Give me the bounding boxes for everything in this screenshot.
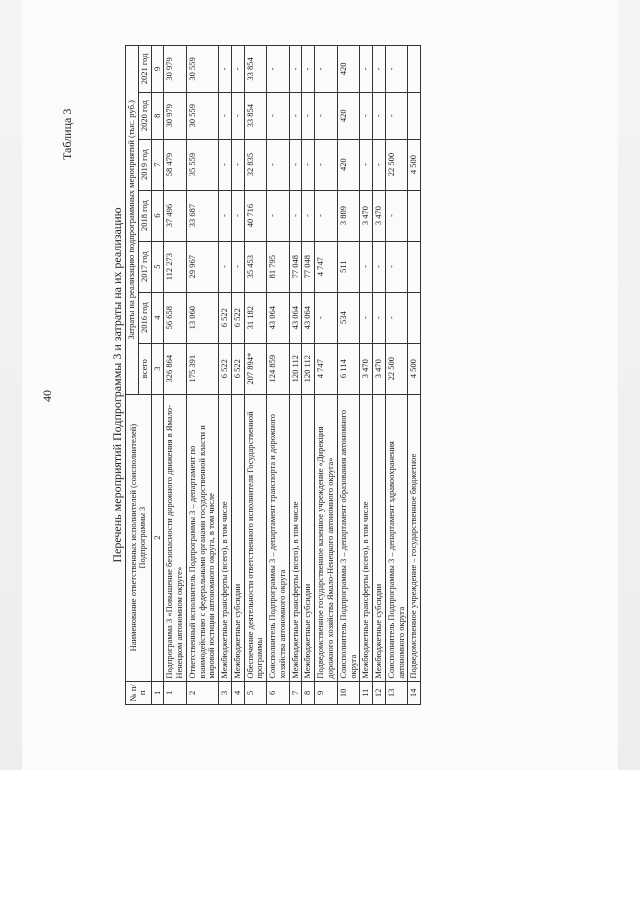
value-cell: 77 048 <box>289 241 302 292</box>
value-cell: 420 <box>337 139 360 190</box>
value-cell: 3 470 <box>360 343 373 394</box>
value-cell: - <box>315 190 338 241</box>
header-year-2017: 2017 год <box>138 241 151 292</box>
value-cell: 31 182 <box>244 292 267 343</box>
value-cell: - <box>231 139 244 190</box>
row-number: 8 <box>302 681 315 704</box>
table-body <box>164 46 421 705</box>
row-number: 11 <box>360 681 373 704</box>
value-cell: 29 967 <box>186 241 218 292</box>
value-cell: - <box>385 241 408 292</box>
table-row <box>337 46 360 705</box>
header-year-2018: 2018 год <box>138 190 151 241</box>
value-cell: 40 716 <box>244 190 267 241</box>
value-cell: - <box>219 241 232 292</box>
value-cell: 326 864 <box>164 343 187 394</box>
value-cell <box>408 241 421 292</box>
row-name: Межбюджетные трансферты (всего), в том числе <box>219 394 232 681</box>
value-cell: 33 687 <box>186 190 218 241</box>
row-name: Соисполнитель Подпрограммы 3 – департамент образования автономного округа <box>337 394 360 681</box>
value-cell: 32 835 <box>244 139 267 190</box>
page-title: Перечень мероприятий Подпрограммы 3 и затраты на их реализацию <box>110 207 124 563</box>
index-cell: 4 <box>151 292 164 343</box>
value-cell: - <box>219 190 232 241</box>
index-cell: 7 <box>151 139 164 190</box>
value-cell: 35 559 <box>186 139 218 190</box>
value-cell: 6 114 <box>337 343 360 394</box>
value-cell: - <box>385 46 408 93</box>
value-cell: - <box>373 241 386 292</box>
value-cell: 58 479 <box>164 139 187 190</box>
row-number: 6 <box>267 681 290 704</box>
value-cell: 30 979 <box>164 92 187 139</box>
row-number: 5 <box>244 681 267 704</box>
value-cell: 35 453 <box>244 241 267 292</box>
value-cell: - <box>373 292 386 343</box>
value-cell <box>408 190 421 241</box>
value-cell: 534 <box>337 292 360 343</box>
table-row <box>289 46 302 705</box>
index-row <box>151 46 164 705</box>
index-cell: 6 <box>151 190 164 241</box>
table-row <box>373 46 386 705</box>
value-cell: - <box>231 241 244 292</box>
value-cell: 30 559 <box>186 46 218 93</box>
table-row <box>164 46 187 705</box>
value-cell: - <box>267 190 290 241</box>
row-number: 1 <box>164 681 187 704</box>
value-cell: - <box>385 190 408 241</box>
value-cell: 207 894* <box>244 343 267 394</box>
table-row <box>244 46 267 705</box>
value-cell <box>408 46 421 93</box>
value-cell: - <box>360 92 373 139</box>
value-cell: - <box>315 46 338 93</box>
value-cell: 33 854 <box>244 92 267 139</box>
value-cell: 420 <box>337 92 360 139</box>
value-cell: - <box>267 139 290 190</box>
row-number: 2 <box>186 681 218 704</box>
index-cell: 3 <box>151 343 164 394</box>
row-number: 3 <box>219 681 232 704</box>
row-name: Межбюджетные субсидии <box>302 394 315 681</box>
value-cell: - <box>231 190 244 241</box>
row-name: Ответственный исполнитель Подпрограммы 3 – департамент по взаимодействию с федеральными органами государственной власти и мировой юстиции автономного округа, в том числе <box>186 394 218 681</box>
value-cell: 3 809 <box>337 190 360 241</box>
value-cell: 30 979 <box>164 46 187 93</box>
table-row <box>302 46 315 705</box>
value-cell: 3 470 <box>373 343 386 394</box>
header-total: всего <box>138 343 151 394</box>
row-name: Межбюджетные субсидии <box>231 394 244 681</box>
value-cell: - <box>315 92 338 139</box>
value-cell: - <box>289 92 302 139</box>
value-cell: - <box>289 190 302 241</box>
index-cell: 9 <box>151 46 164 93</box>
value-cell: 43 064 <box>267 292 290 343</box>
value-cell: - <box>219 92 232 139</box>
value-cell: 56 658 <box>164 292 187 343</box>
value-cell: 33 854 <box>244 46 267 93</box>
value-cell: 6 522 <box>231 292 244 343</box>
value-cell: - <box>267 92 290 139</box>
value-cell: - <box>231 92 244 139</box>
value-cell: 22 500 <box>385 139 408 190</box>
value-cell: 120 112 <box>302 343 315 394</box>
table-row <box>315 46 338 705</box>
row-number: 10 <box>337 681 360 704</box>
table-row <box>186 46 218 705</box>
table-row <box>267 46 290 705</box>
table-row <box>219 46 232 705</box>
row-name: Межбюджетные трансферты (всего), в том числе <box>360 394 373 681</box>
value-cell: - <box>289 46 302 93</box>
value-cell: 120 112 <box>289 343 302 394</box>
value-cell: 124 859 <box>267 343 290 394</box>
row-name: Соисполнитель Подпрограммы 3 – департамент здравоохранения автономного округа <box>385 394 408 681</box>
value-cell: 81 795 <box>267 241 290 292</box>
value-cell <box>408 92 421 139</box>
value-cell: - <box>302 46 315 93</box>
value-cell: - <box>360 241 373 292</box>
header-no: № п/п <box>126 681 152 704</box>
table-row <box>360 46 373 705</box>
costs-table <box>125 45 421 705</box>
value-cell <box>408 292 421 343</box>
value-cell: - <box>315 292 338 343</box>
row-name: Обеспечение деятельности ответственного исполнителя Государственной программы <box>244 394 267 681</box>
value-cell: - <box>302 190 315 241</box>
value-cell: 4 747 <box>315 343 338 394</box>
row-number: 12 <box>373 681 386 704</box>
value-cell: 30 559 <box>186 92 218 139</box>
page-number: 40 <box>40 390 54 402</box>
value-cell: - <box>315 139 338 190</box>
row-name: Подведомственное государственное казенное учреждение «Дирекция дорожного хозяйства Ямало-Ненецкого автономного округа» <box>315 394 338 681</box>
header-year-2019: 2019 год <box>138 139 151 190</box>
row-name: Межбюджетные трансферты (всего), в том числе <box>289 394 302 681</box>
value-cell: - <box>267 46 290 93</box>
value-cell: 22 500 <box>385 343 408 394</box>
row-name: Подведомственное учреждение – государственное бюджетное <box>408 394 421 681</box>
value-cell: 511 <box>337 241 360 292</box>
index-cell: 2 <box>151 394 164 681</box>
value-cell: - <box>360 292 373 343</box>
value-cell: - <box>360 139 373 190</box>
table-row <box>385 46 408 705</box>
value-cell: 77 048 <box>302 241 315 292</box>
blank-margin <box>0 770 640 905</box>
value-cell: 6 522 <box>231 343 244 394</box>
row-number: 13 <box>385 681 408 704</box>
value-cell: 4 747 <box>315 241 338 292</box>
value-cell: 4 500 <box>408 343 421 394</box>
header-year-2016: 2016 год <box>138 292 151 343</box>
row-name: Соисполнитель Подпрограммы 3 – департамент транспорта и дорожного хозяйства автономного округа <box>267 394 290 681</box>
header-name: Наименование ответственных исполнителей (соисполнителей) Подпрограммы 3 <box>126 394 152 681</box>
value-cell: - <box>373 139 386 190</box>
value-cell: 112 273 <box>164 241 187 292</box>
value-cell: 13 060 <box>186 292 218 343</box>
row-name: Подпрограмма 3 «Повышение безопасности дорожного движения в Ямало-Ненецком автономном округе» <box>164 394 187 681</box>
value-cell: - <box>385 92 408 139</box>
value-cell: 4 500 <box>408 139 421 190</box>
value-cell: 6 522 <box>219 292 232 343</box>
header-costs: Затраты на реализацию подпрограммных мероприятий (тыс. руб.) <box>126 46 139 395</box>
header-year-2020: 2020 год <box>138 92 151 139</box>
value-cell: - <box>302 92 315 139</box>
row-number: 9 <box>315 681 338 704</box>
value-cell: - <box>219 139 232 190</box>
value-cell: - <box>289 139 302 190</box>
value-cell: 420 <box>337 46 360 93</box>
value-cell: 3 470 <box>373 190 386 241</box>
value-cell: - <box>219 46 232 93</box>
value-cell: 37 496 <box>164 190 187 241</box>
value-cell: 6 522 <box>219 343 232 394</box>
index-cell: 5 <box>151 241 164 292</box>
value-cell: 43 064 <box>302 292 315 343</box>
value-cell: - <box>385 292 408 343</box>
row-number: 7 <box>289 681 302 704</box>
table-row <box>408 46 421 705</box>
index-cell: 1 <box>151 681 164 704</box>
header-year-2021: 2021 год <box>138 46 151 93</box>
table-label: Таблица 3 <box>60 108 74 160</box>
value-cell: - <box>373 92 386 139</box>
value-cell: - <box>373 46 386 93</box>
value-cell: - <box>360 46 373 93</box>
row-number: 4 <box>231 681 244 704</box>
value-cell: - <box>231 46 244 93</box>
value-cell: 43 064 <box>289 292 302 343</box>
value-cell: 3 470 <box>360 190 373 241</box>
value-cell: - <box>302 139 315 190</box>
row-number: 14 <box>408 681 421 704</box>
table-row <box>231 46 244 705</box>
value-cell: 175 391 <box>186 343 218 394</box>
index-cell: 8 <box>151 92 164 139</box>
row-name: Межбюджетные субсидии <box>373 394 386 681</box>
